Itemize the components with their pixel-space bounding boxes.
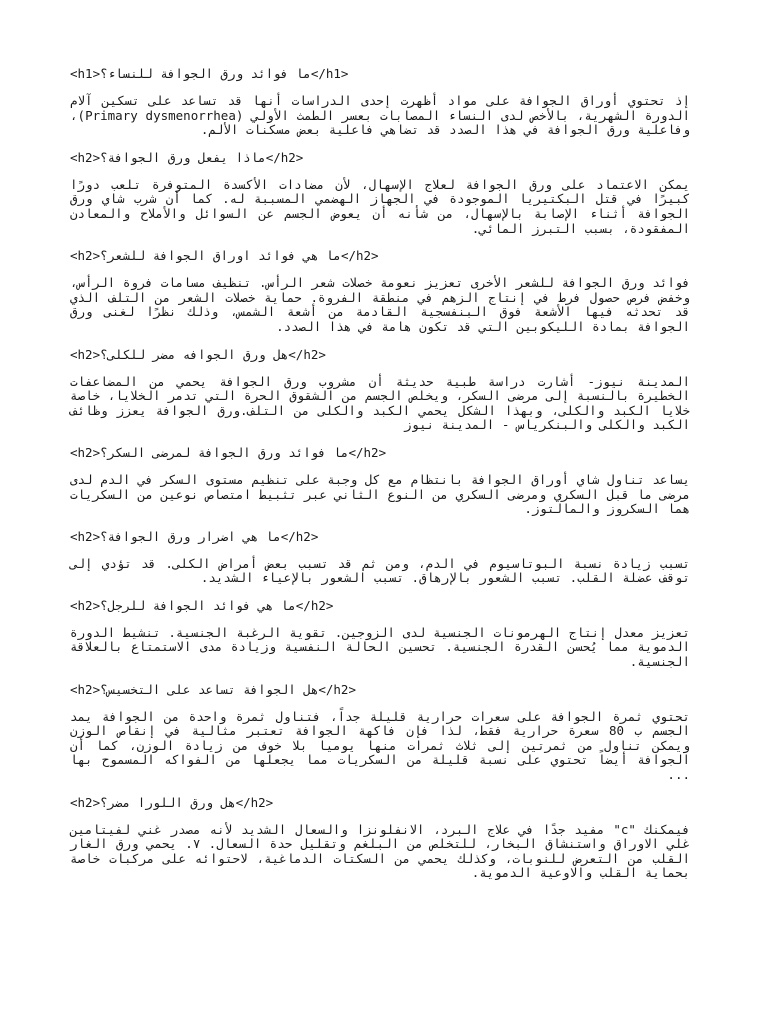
- section-3: [70, 248, 690, 334]
- section-paragraph: المدينة نيوز- أشارت دراسة طبية حديثة أن مشروب ورق الجوافة يحمي من المضاعفات الخطيرة بالنسبة إلى مرضى السكر، ويخلص الجسم من الشقوق الحرة التي تدمر الخلايا، خاصة خلايا الكبد والكلى، وبهذا الشكل يحمي الكبد والكلى من التلف.ورق الجوافة يعزز وظائف الكبد والكلى والبنكرياس - المدينة نيوز: [70, 373, 690, 433]
- section-paragraph: يساعد تناول شاي أوراق الجوافة بانتظام مع كل وجبة على تنظيم مستوى السكر في الدم لدى مرضى ما قبل السكري ومرضى السكري من النوع الثاني عبر تثبيط امتصاص نوعين من السكريات هما السكروز والمالتوز.: [70, 471, 690, 517]
- section-5: [70, 445, 690, 517]
- section-paragraph: يمكن الاعتماد على ورق الجوافة لعلاج الإسهال، لأن مضادات الأكسدة المتوفرة تلعب دورًا كبيرًا في قتل البكتيريا الموجودة في الجهاز الهضمي المسببة له. كما أن شرب شاي ورق الجوافة أثناء الإصابة بالإسهال، من شأنه أن يعوض الجسم عن السوائل والأملاح والمعادن المفقودة، بسبب التبرز المائي.: [70, 176, 690, 236]
- section-heading: <h2>ماذا يفعل ورق الجوافة؟</h2>: [70, 149, 304, 165]
- section-8: [70, 682, 690, 783]
- section-paragraph: تعزيز معدل إنتاج الهرمونات الجنسية لدى الزوجين. تقوية الرغبة الجنسية. تنشيط الدورة الدموية مما يُحسن القدرة الجنسية. تحسين الحالة النفسية وزيادة مدى الاستمتاع بالعلاقة الجنسية.: [70, 624, 690, 670]
- section-paragraph: فوائد ورق الجوافة للشعر الأخرى تعزيز نعومة خصلات شعر الرأس. تنظيف مسامات فروة الرأس، وخفض فرص حصول فرط في إنتاج الزهم في منطقة الفروة. حماية خصلات الشعر من التلف الذي قد تحدثه فيها الأشعة فوق البنفسجية القادمة من أشعة الشمس، وذلك نظرًا لغنى ورق الجوافة بمادة الليكوبين التي قد تكون هامة في هذا الصدد.: [70, 275, 690, 334]
- section-1: [70, 66, 690, 138]
- section-heading: <h2>ما هي فوائد الجوافة للرجل؟</h2>: [70, 597, 334, 613]
- section-paragraph: تسبب زيادة نسبة البوتاسيوم في الدم، ومن ثم قد تسبب بعض أمراض الكلى. قد تؤدي إلى توقف عضلة القلب. تسبب الشعور بالإرهاق. تسبب الشعور بالإعياء الشديد.: [70, 555, 690, 586]
- section-heading: <h2>ما هي فوائد اوراق الجوافة للشعر؟</h2>: [70, 248, 379, 264]
- section-9: [70, 795, 690, 881]
- section-heading: <h2>هل ورق اللورا مضر؟</h2>: [70, 794, 274, 810]
- section-paragraph: تحتوي ثمرة الجوافة على سعرات حرارية قليلة جداً، فتناول ثمرة واحدة من الجوافة يمد الجسم ب 80 سعرة حرارية فقط، لذا فإن فاكهة الجوافة تعتبر مثالية في إنقاص الوزن ويمكن تناول من ثمرتين إلى ثلاث ثمرات منها يوميا بلا خوف من زيادة الوزن، كما أن الجوافة أيضاً تحتوي على نسبة قليلة من السكريات مما يجعلها من الفواكه المسموح بها ...: [70, 708, 690, 783]
- section-4: [70, 347, 690, 433]
- section-heading: <h2>ما فوائد ورق الجوافة لمرضى السكر؟</h2>: [70, 444, 387, 460]
- section-heading: <h2>هل الجوافة تساعد على التخسيس؟</h2>: [70, 681, 356, 697]
- section-6: [70, 529, 690, 586]
- section-heading: <h2>ما هي اضرار ورق الجوافة؟</h2>: [70, 528, 319, 544]
- section-7: [70, 598, 690, 670]
- section-heading: <h1>ما فوائد ورق الجوافة للنساء؟</h1>: [70, 66, 349, 81]
- section-2: [70, 150, 690, 236]
- section-paragraph: إذ تحتوي أوراق الجوافة على مواد أظهرت إحدى الدراسات أنها قد تساعد على تسكين آلام الدورة الشهرية، بالأخص لدى النساء المصابات بعسر الطمث الأولي (Primary dysmenorrhea)، وفاعلية ورق الجوافة في هذا الصدد قد تضاهي فاعلية بعض مسكنات الألم.: [70, 93, 691, 138]
- section-paragraph: فيمكنك "c" مفيد جدًا في علاج البرد، الانفلونزا والسعال الشديد لأنه مصدر غني لفيتامين غلي الاوراق واستنشاق البخار، للتخلص من البلغم وتقليل حدة السعال. ٧. يحمي ورق الغار القلب من التعرض للنوبات، وكذلك يحمي من السكتات الدماغية، لاحتوائه على مركبات خاصة بحماية القلب والاوعية الدموية.: [70, 821, 690, 881]
- document-body: [70, 66, 690, 893]
- section-heading: <h2>هل ورق الجوافه مضر للكلى؟</h2>: [70, 346, 326, 362]
